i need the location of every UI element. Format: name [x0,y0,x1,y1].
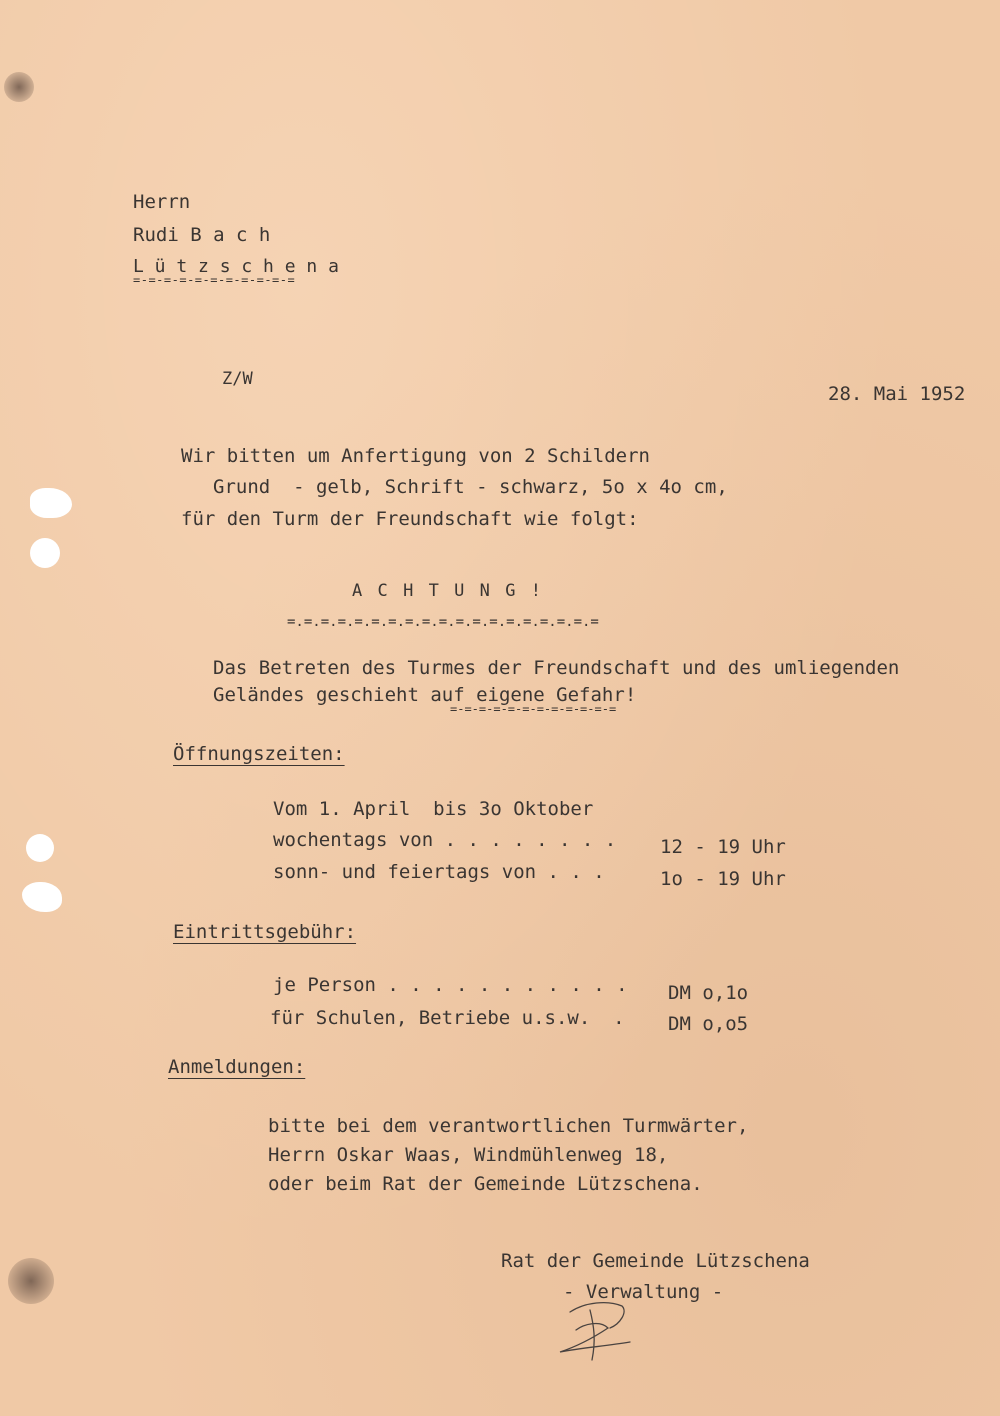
opening-hours-sunday-label: sonn- und feiertags von . . . [273,861,605,883]
recipient-salutation: Herrn [133,191,191,213]
reference-code: Z/W [222,369,253,389]
punch-hole-top-small [30,538,60,568]
punch-hole-bottom [26,834,54,862]
admission-person-price: DM o,1o [668,982,749,1004]
admission-schools-price: DM o,o5 [668,1013,749,1035]
intro-line-3: für den Turm der Freundschaft wie folgt: [181,508,639,530]
letter-date: 28. Mai 1952 [828,383,966,405]
notice-body-line-2-suffix: ! [624,684,637,706]
notice-heading-rule: =.=.=.=.=.=.=.=.=.=.=.=.=.=.=.=.=.=.= [287,614,599,630]
notice-emphasis-underline: =-=-=-=-=-=-=-=-=-=-=-= [450,702,617,716]
rust-stain-bottom [8,1258,54,1304]
notice-body-line-1: Das Betreten des Turmes der Freundschaft und des umliegenden [213,657,900,679]
signature-issuer: Rat der Gemeinde Lützschena [501,1250,810,1272]
opening-hours-weekday-hours: 12 - 19 Uhr [660,836,786,858]
notice-body-line-2-prefix: Geländes geschieht [213,684,431,706]
notice-heading: ACHTUNG! [352,581,557,601]
opening-hours-sunday-hours: 1o - 19 Uhr [660,868,786,890]
intro-line-2: Grund - gelb, Schrift - schwarz, 5o x 4o cm, [213,476,728,498]
recipient-town-underline: =-=-=-=-=-=-=-=-=-=-= [133,273,296,287]
handwritten-signature [530,1290,650,1380]
notice-emphasis: auf eigene Gefahr [430,684,625,706]
recipient-name: Rudi B a c h [133,224,271,246]
punch-hole-bottom-torn [22,882,62,912]
registration-line-3: oder beim Rat der Gemeinde Lützschena. [268,1173,703,1195]
intro-line-1: Wir bitten um Anfertigung von 2 Schildern [181,445,650,467]
opening-hours-weekday-label: wochentags von . . . . . . . . [273,829,617,851]
signature-department: - Verwaltung - [563,1281,724,1303]
registration-line-2: Herrn Oskar Waas, Windmühlenweg 18, [268,1144,669,1166]
opening-hours-period: Vom 1. April bis 3o Oktober [273,798,594,820]
admission-schools-label: für Schulen, Betriebe u.s.w. . [270,1007,625,1029]
opening-hours-label: Öffnungszeiten: [173,743,345,765]
admission-person-label: je Person . . . . . . . . . . . [273,974,628,996]
recipient-town: L ü t z s c h e n a [133,256,339,277]
admission-label: Eintrittsgebühr: [173,921,357,943]
rust-stain-top [4,72,34,102]
registration-line-1: bitte bei dem verantwortlichen Turmwärter, [268,1115,749,1137]
punch-hole-top [30,488,72,518]
registration-label: Anmeldungen: [168,1056,306,1078]
